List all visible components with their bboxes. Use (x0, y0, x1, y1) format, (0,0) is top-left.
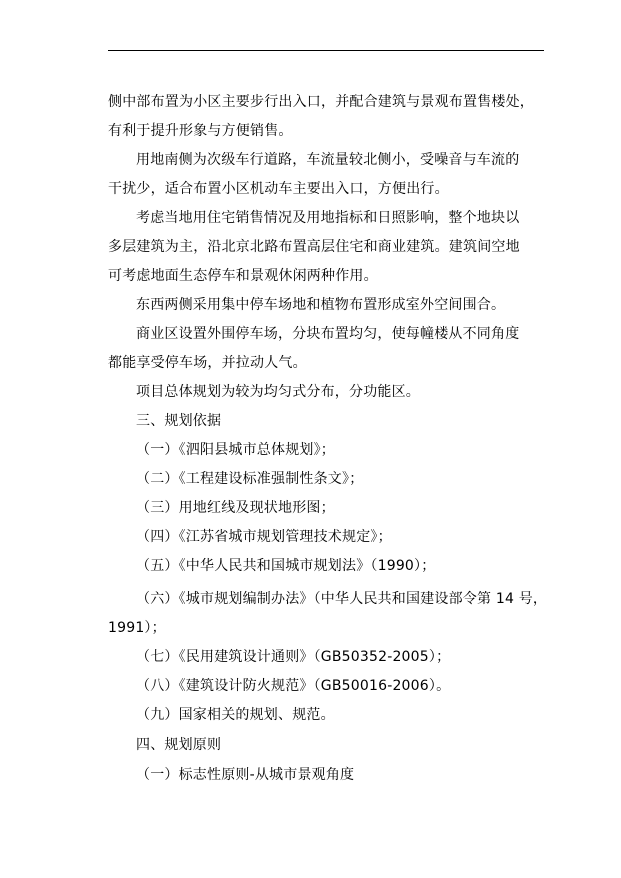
body-line: 有利于提升形象与方便销售。 (108, 123, 293, 139)
body-line: 项目总体规划为较为均匀式分布，分功能区。 (136, 384, 420, 400)
section-heading: 三、规划依据 (136, 413, 222, 429)
list-item: （五）《中华人民共和国城市规划法》（1990）； (136, 558, 436, 574)
list-item: （七）《民用建筑设计通则》（GB50352-2005）； (136, 649, 451, 665)
list-item: （二）《工程建设标准强制性条文》； (136, 471, 364, 487)
body-line: 侧中部布置为小区主要步行出入口，并配合建筑与景观布置售楼处， (108, 94, 534, 110)
body-line: 用地南侧为次级车行道路，车流量较北侧小，受噪音与车流的 (136, 152, 520, 168)
body-line: 都能享受停车场，并拉动人气。 (108, 355, 307, 371)
list-item: （四）《江苏省城市规划管理技术规定》； (136, 529, 392, 545)
body-line: 东西两侧采用集中停车场地和植物布置形成室外空间围合。 (136, 297, 506, 313)
body-line: 商业区设置外围停车场，分块布置均匀，使每幢楼从不同角度 (136, 326, 520, 342)
list-item: （六）《城市规划编制办法》（中华人民共和国建设部令第 14 号， (136, 591, 548, 607)
body-line: 可考虑地面生态停车和景观休闲两种作用。 (108, 268, 378, 284)
body-line: 考虑当地用住宅销售情况及用地指标和日照影响，整个地块以 (136, 210, 520, 226)
list-item: （八）《建筑设计防火规范》（GB50016-2006）。 (136, 678, 451, 694)
section-heading: 四、规划原则 (136, 737, 222, 753)
body-line: 多层建筑为主，沿北京北路布置高层住宅和商业建筑。建筑间空地 (108, 239, 520, 255)
list-item: （一）《泗阳县城市总体规划》； (136, 442, 335, 458)
list-item: （一）标志性原则-从城市景观角度 (136, 767, 355, 783)
header-rule (108, 50, 544, 51)
list-item: （三）用地红线及现状地形图； (136, 500, 335, 516)
body-line: 干扰少，适合布置小区机动车主要出入口，方便出行。 (108, 181, 449, 197)
list-item: （九）国家相关的规划、规范。 (136, 707, 335, 723)
list-item-continuation: 1991）； (108, 620, 166, 636)
